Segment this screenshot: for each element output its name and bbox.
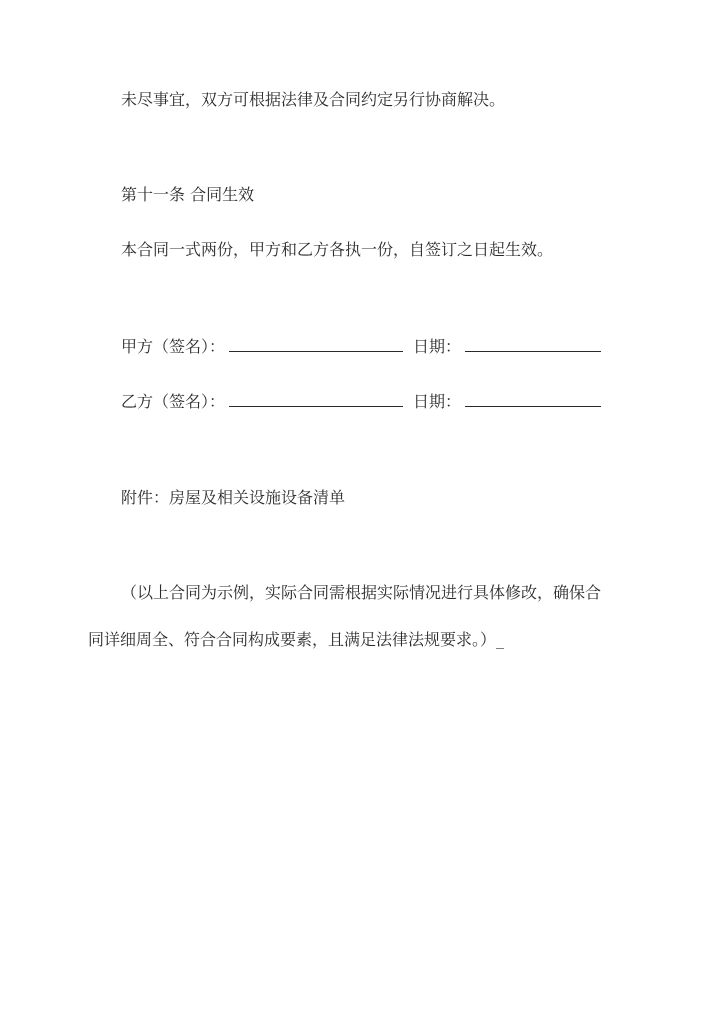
- article-11-body: 本合同一式两份，甲方和乙方各执一份，自签订之日起生效。: [121, 240, 554, 259]
- party-b-date-blank: [465, 392, 601, 407]
- party-b-signature-blank: [229, 392, 403, 407]
- party-a-signature-label: 甲方（签名）：: [121, 337, 226, 356]
- party-b-signature-label: 乙方（签名）：: [121, 392, 226, 411]
- note-line-1: （以上合同为示例，实际合同需根据实际情况进行具体修改，确保合: [121, 583, 602, 602]
- party-a-date-label: 日期：: [413, 337, 462, 356]
- article-11-heading: 第十一条 合同生效: [121, 185, 255, 204]
- party-b-date-label: 日期：: [413, 392, 462, 411]
- attachment-text: 附件：房屋及相关设施设备清单: [121, 488, 346, 507]
- party-a-signature-row: [121, 337, 601, 357]
- note-line-2: 同详细周全、符合合同构成要素，且满足法律法规要求。）_: [88, 630, 505, 649]
- party-a-signature-blank: [229, 337, 403, 352]
- unresolved-matters-text: 未尽事宜，双方可根据法律及合同约定另行协商解决。: [121, 90, 506, 109]
- party-b-signature-row: [121, 392, 601, 412]
- party-a-date-blank: [465, 337, 601, 352]
